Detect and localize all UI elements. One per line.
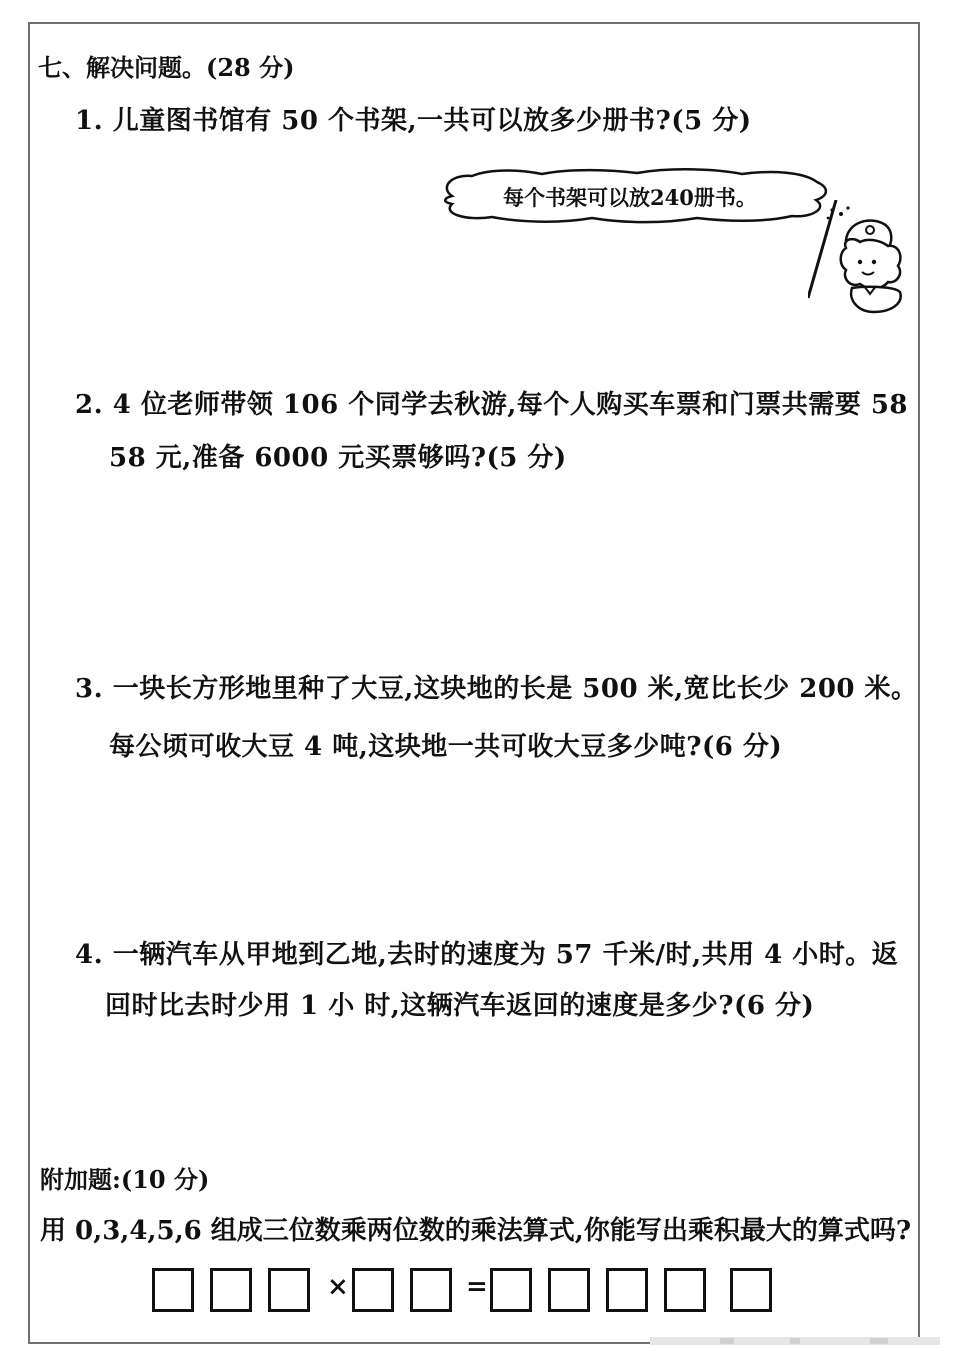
answer-box-product-4[interactable] <box>664 1268 706 1312</box>
bonus-question-text: 用 0,3,4,5,6 组成三位数乘两位数的乘法算式,你能写出乘积最大的算式吗? <box>40 1216 912 1246</box>
answer-box-product-5[interactable] <box>730 1268 772 1312</box>
question-4-text-line2: 回时比去时少用 1 小 时,这辆汽车返回的速度是多少?(6 分) <box>105 991 815 1021</box>
answer-box-product-3[interactable] <box>606 1268 648 1312</box>
answer-box-two-digit-1[interactable] <box>352 1268 394 1312</box>
section-title: 七、解决问题。(28 分) <box>38 53 295 82</box>
equals-sign: = <box>466 1272 488 1302</box>
watermark-strip <box>650 1334 940 1348</box>
question-2-text-line1: 2. 4 位老师带领 106 个同学去秋游,每个人购买车票和门票共需要 58 <box>75 390 908 420</box>
answer-box-three-digit-1[interactable] <box>152 1268 194 1312</box>
answer-box-three-digit-2[interactable] <box>210 1268 252 1312</box>
question-2-text-line2: 58 元,准备 6000 元买票够吗?(5 分) <box>109 443 567 473</box>
question-1-text: 1. 儿童图书馆有 50 个书架,一共可以放多少册书?(5 分) <box>75 106 752 136</box>
question-3-text-line2: 每公顷可收大豆 4 吨,这块地一共可收大豆多少吨?(6 分) <box>109 732 783 762</box>
times-sign: × <box>327 1272 349 1302</box>
answer-box-two-digit-2[interactable] <box>410 1268 452 1312</box>
answer-box-three-digit-3[interactable] <box>268 1268 310 1312</box>
question-4-text-line1: 4. 一辆汽车从甲地到乙地,去时的速度为 57 千米/时,共用 4 小时。返 <box>75 940 899 970</box>
answer-box-product-2[interactable] <box>548 1268 590 1312</box>
answer-box-product-1[interactable] <box>490 1268 532 1312</box>
question-3-text-line1: 3. 一块长方形地里种了大豆,这块地的长是 500 米,宽比长少 200 米。 <box>75 674 918 704</box>
cartoon-girl-illustration <box>808 200 918 320</box>
bonus-title: 附加题:(10 分) <box>40 1165 210 1194</box>
hint-bubble-text: 每个书架可以放240册书。 <box>503 185 757 210</box>
